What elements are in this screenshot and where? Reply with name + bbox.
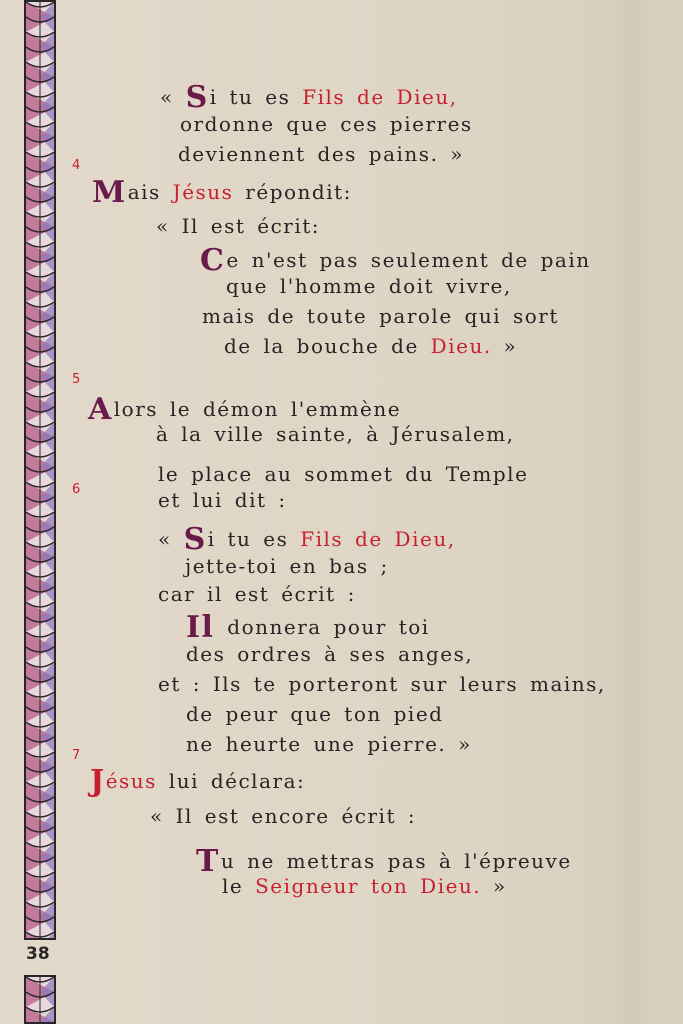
illuminated-initial: S bbox=[183, 522, 207, 557]
rubric-text: Seigneur ton Dieu. bbox=[255, 874, 482, 898]
verse-number: 6 bbox=[72, 482, 81, 497]
line-text: « Il est encore écrit : bbox=[150, 804, 417, 828]
illuminated-initial: T bbox=[196, 844, 220, 879]
line-text: lui déclara: bbox=[156, 769, 306, 793]
text-line bbox=[180, 112, 473, 136]
illuminated-initial: Il bbox=[186, 610, 215, 645]
rubric-text: Dieu. bbox=[430, 334, 492, 358]
line-text: car il est écrit : bbox=[158, 582, 356, 606]
text-line bbox=[202, 304, 559, 328]
text-line bbox=[186, 732, 472, 756]
text-line bbox=[186, 702, 443, 726]
page-number: 38 bbox=[26, 944, 50, 964]
line-text: des ordres à ses anges, bbox=[186, 642, 474, 666]
line-text: donnera pour toi bbox=[215, 615, 430, 639]
line-text: i tu es bbox=[207, 527, 301, 551]
line-text: et : Ils te porteront sur leurs mains, bbox=[158, 672, 606, 696]
line-text: e n'est pas seulement de pain bbox=[226, 248, 591, 272]
text-line bbox=[178, 142, 464, 166]
text-line bbox=[158, 582, 356, 606]
line-text: « Il est écrit: bbox=[156, 214, 321, 238]
line-text: et lui dit : bbox=[158, 488, 287, 512]
line-text: de la bouche de bbox=[224, 334, 431, 358]
quote-mark: « bbox=[158, 527, 184, 551]
text-line bbox=[158, 462, 528, 486]
line-text: deviennent des pains. » bbox=[178, 142, 465, 166]
rubric-text: Jésus bbox=[172, 180, 234, 204]
text-line bbox=[222, 874, 507, 898]
line-text: à la ville sainte, à Jérusalem, bbox=[156, 422, 515, 446]
quote-mark: « bbox=[160, 85, 186, 109]
line-text: ais bbox=[127, 180, 173, 204]
line-text: le bbox=[222, 874, 256, 898]
line-text: répondit: bbox=[233, 180, 352, 204]
line-text: » bbox=[481, 874, 507, 898]
text-line bbox=[200, 243, 591, 278]
text-line bbox=[92, 175, 352, 210]
line-text: u ne mettras pas à l'épreuve bbox=[220, 849, 572, 873]
illuminated-initial: A bbox=[88, 392, 113, 427]
line-text: le place au sommet du Temple bbox=[158, 462, 529, 486]
line-text: ne heurte une pierre. » bbox=[186, 732, 472, 756]
line-text: i tu es bbox=[209, 85, 303, 109]
illuminated-initial: S bbox=[185, 80, 209, 115]
border-pattern bbox=[26, 2, 54, 938]
decorative-border-strip bbox=[24, 0, 56, 940]
verse-number: 5 bbox=[72, 372, 81, 387]
text-line bbox=[156, 214, 320, 238]
text-line bbox=[156, 422, 515, 446]
text-line bbox=[158, 672, 606, 696]
line-text: ordonne que ces pierres bbox=[180, 112, 473, 136]
decorative-border-strip-bottom bbox=[24, 975, 56, 1024]
illuminated-initial: J bbox=[90, 764, 106, 799]
page-gutter-shadow bbox=[612, 0, 652, 1024]
illuminated-initial: C bbox=[200, 243, 226, 278]
line-text: jette-toi en bas ; bbox=[185, 554, 389, 578]
line-text: lors le démon l'emmène bbox=[113, 397, 402, 421]
line-text: mais de toute parole qui sort bbox=[202, 304, 559, 328]
line-text: de peur que ton pied bbox=[186, 702, 444, 726]
text-line bbox=[185, 554, 389, 578]
verse-number: 4 bbox=[72, 158, 81, 173]
illuminated-initial: M bbox=[92, 175, 127, 210]
border-pattern bbox=[26, 977, 54, 1022]
line-text: » bbox=[491, 334, 518, 358]
rubric-text: Fils de Dieu, bbox=[302, 85, 458, 109]
text-line bbox=[186, 642, 473, 666]
rubric-text: Fils de Dieu, bbox=[300, 527, 456, 551]
rubric-text: ésus bbox=[105, 769, 157, 793]
text-line bbox=[226, 274, 512, 298]
line-text: que l'homme doit vivre, bbox=[226, 274, 512, 298]
text-line bbox=[150, 804, 416, 828]
text-line bbox=[158, 522, 456, 557]
text-line bbox=[158, 488, 287, 512]
text-line bbox=[224, 334, 517, 358]
verse-number: 7 bbox=[72, 748, 81, 763]
text-line bbox=[90, 764, 305, 799]
text-line bbox=[160, 80, 458, 115]
text-line bbox=[186, 610, 430, 645]
